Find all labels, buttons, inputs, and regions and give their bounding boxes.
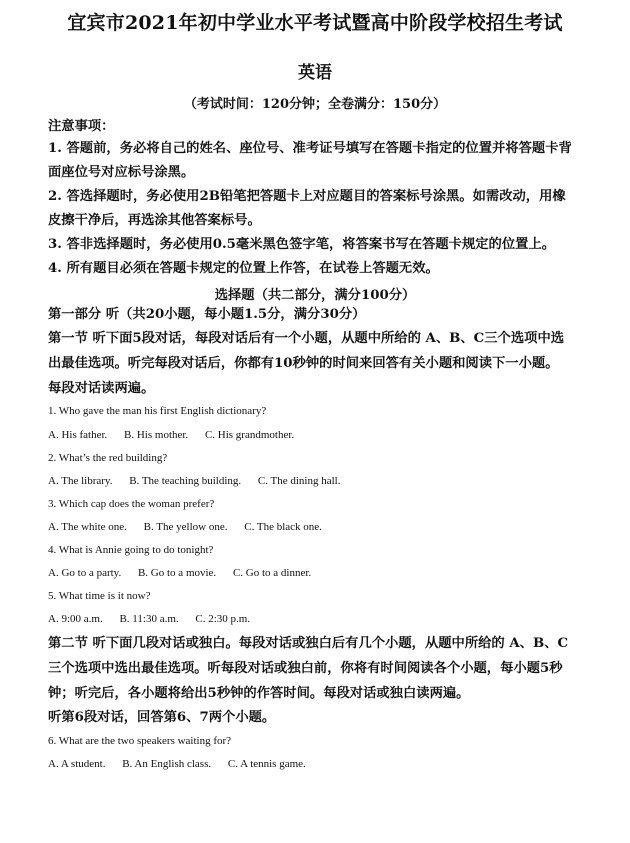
part1-heading: 第一部分 听（共20小题，每小题1.5分，满分30分）	[48, 307, 366, 322]
question-6-options	[48, 758, 320, 770]
option-b: B. An English class.	[122, 758, 212, 770]
option-a: A. The library.	[48, 475, 113, 487]
option-a: A. Go to a party.	[48, 567, 122, 579]
section2-instruction: 钟；听完后，各小题将给出5秒钟的作答时间。每段对话或独白读两遍。	[48, 686, 470, 701]
section1-instruction: 第一节 听下面5段对话，每段对话后有一个小题，从题中所给的 A、B、C三个选项中选	[48, 331, 565, 346]
option-b: B. The yellow one.	[143, 521, 228, 533]
section-heading: 选择题（共二部分，满分100分）	[214, 288, 416, 303]
notice-heading: 注意事项：	[48, 119, 115, 134]
option-c: C. His grandmother.	[204, 429, 295, 441]
option-c: C. The black one.	[244, 521, 322, 533]
question-2-options	[48, 475, 354, 487]
option-c: C. The dining hall.	[257, 475, 341, 487]
question-1-options	[48, 429, 308, 441]
question-2: 2. What’s the red building?	[48, 452, 168, 464]
question-6: 6. What are the two speakers waiting for?	[48, 735, 232, 747]
option-c: C. 2:30 p.m.	[195, 613, 251, 625]
question-3: 3. Which cap does the woman prefer?	[48, 498, 215, 510]
question-3-options	[48, 521, 336, 533]
option-b: B. His mother.	[124, 429, 189, 441]
option-a: A. The white one.	[48, 521, 127, 533]
option-b: B. The teaching building.	[129, 475, 242, 487]
option-b: B. 11:30 a.m.	[119, 613, 179, 625]
dialogue-6-heading: 听第6段对话，回答第6、7两个小题。	[48, 710, 276, 725]
option-a: A. 9:00 a.m.	[48, 613, 103, 625]
option-c: C. A tennis game.	[227, 758, 306, 770]
notice-line: 4. 所有题目必须在答题卡规定的位置上作答，在试卷上答题无效。	[48, 261, 439, 276]
notice-line: 2. 答选择题时，务必使用2B铅笔把答题卡上对应题目的答案标号涂黑。如需改动，用橡	[48, 189, 566, 204]
notice-line: 皮擦干净后，再选涂其他答案标号。	[48, 213, 261, 228]
subject-title: 英语	[298, 63, 332, 83]
question-5: 5. What time is it now?	[48, 590, 151, 602]
section2-instruction: 第二节 听下面几段对话或独白。每段对话或独白后有几个小题，从题中所给的 A、B、C	[48, 636, 569, 651]
notice-line: 面座位号对应标号涂黑。	[48, 165, 195, 180]
option-a: A. A student.	[48, 758, 106, 770]
question-5-options	[48, 613, 264, 625]
question-1: 1. Who gave the man his first English dictionary?	[48, 405, 267, 417]
exam-info: （考试时间：120分钟；全卷满分：150分）	[183, 97, 447, 112]
section2-instruction: 三个选项中选出最佳选项。听每段对话或独白前，你将有时间阅读各个小题，每小题5秒	[48, 661, 563, 676]
section1-instruction: 出最佳选项。听完每段对话后，你都有10秒钟的时间来回答有关小题和阅读下一小题。	[48, 356, 559, 371]
section1-instruction: 每段对话读两遍。	[48, 381, 155, 396]
question-4-options	[48, 567, 325, 579]
option-c: C. Go to a dinner.	[232, 567, 312, 579]
option-b: B. Go to a movie.	[137, 567, 217, 579]
notice-line: 3. 答非选择题时，务必使用0.5毫米黑色签字笔，将答案书写在答题卡规定的位置上。	[48, 237, 556, 252]
option-a: A. His father.	[48, 429, 108, 441]
notice-line: 1. 答题前，务必将自己的姓名、座位号、准考证号填写在答题卡指定的位置并将答题卡背	[48, 141, 572, 156]
page-title: 宜宾市2021年初中学业水平考试暨高中阶段学校招生考试	[67, 12, 563, 34]
question-4: 4. What is Annie going to do tonight?	[48, 544, 214, 556]
